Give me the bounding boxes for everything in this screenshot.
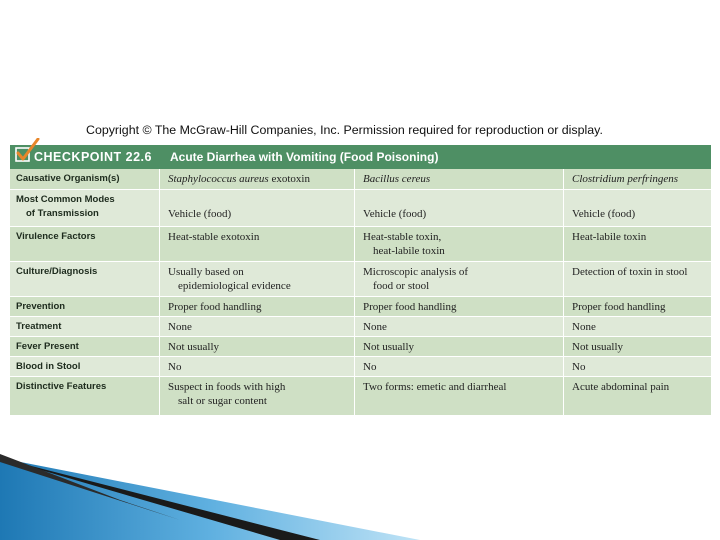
- table-cell: None: [363, 321, 387, 333]
- table-cell: No: [168, 361, 182, 373]
- table-row: [10, 297, 711, 317]
- table-cell: No: [572, 361, 586, 373]
- row-label: Culture/Diagnosis: [16, 266, 98, 277]
- column-divider: [563, 169, 564, 415]
- table-row: [10, 190, 711, 227]
- organism-bacillus: Bacillus cereus: [363, 173, 431, 185]
- slide-decoration: [0, 440, 720, 540]
- table-row: [10, 337, 711, 357]
- row-label: Virulence Factors: [16, 231, 96, 242]
- table-cell: Not usually: [363, 341, 415, 353]
- row-label: Causative Organism(s): [16, 173, 120, 184]
- table-cell: None: [572, 321, 596, 333]
- table-cell: No: [363, 361, 377, 373]
- table-cell: None: [168, 321, 192, 333]
- row-label: Blood in Stool: [16, 361, 81, 372]
- row-label: Prevention: [16, 301, 66, 312]
- table-cell: Not usually: [572, 341, 624, 353]
- row-label: Treatment: [16, 321, 62, 332]
- organism-staphylococcus: Staphylococcus aureus exotoxin: [168, 173, 310, 185]
- checkpoint-label: CHECKPOINT 22.6: [34, 150, 152, 164]
- table-row: [10, 357, 711, 377]
- table-cell: Suspect in foods with high salt or sugar content: [168, 381, 286, 407]
- table-cell: Heat-stable toxin, heat-labile toxin: [363, 231, 445, 257]
- table-cell: Proper food handling: [572, 301, 666, 313]
- checkpoint-header: [10, 145, 711, 169]
- table-row: [10, 377, 711, 415]
- table-cell: Detection of toxin in stool: [572, 266, 688, 278]
- table-cell: Vehicle (food): [363, 208, 427, 220]
- copyright-notice: Copyright © The McGraw-Hill Companies, Inc. Permission required for reproduction or display.: [86, 123, 603, 137]
- table-cell: Usually based on epidemiological evidence: [168, 266, 291, 292]
- table-row: [10, 262, 711, 297]
- organism-clostridium: Clostridium perfringens: [572, 173, 679, 185]
- table-cell: Acute abdominal pain: [572, 381, 670, 393]
- row-label: Fever Present: [16, 341, 79, 352]
- table-row: [10, 227, 711, 262]
- table-cell: Two forms: emetic and diarrheal: [363, 381, 507, 393]
- table-cell: Vehicle (food): [168, 208, 232, 220]
- table-cell: Heat-labile toxin: [572, 231, 647, 243]
- table-cell: Proper food handling: [168, 301, 262, 313]
- table-cell: Vehicle (food): [572, 208, 636, 220]
- table-row: [10, 317, 711, 337]
- table-row: [10, 169, 711, 190]
- row-label: Distinctive Features: [16, 381, 107, 392]
- table-cell: Microscopic analysis of food or stool: [363, 266, 469, 292]
- table-cell: Heat-stable exotoxin: [168, 231, 260, 243]
- checkpoint-table: [10, 145, 711, 415]
- table-cell: Proper food handling: [363, 301, 457, 313]
- row-label: Most Common Modes of Transmission: [16, 194, 115, 219]
- column-divider: [159, 169, 160, 415]
- checkpoint-title: Acute Diarrhea with Vomiting (Food Poisoning): [170, 150, 439, 164]
- table-cell: Not usually: [168, 341, 220, 353]
- column-divider: [354, 169, 355, 415]
